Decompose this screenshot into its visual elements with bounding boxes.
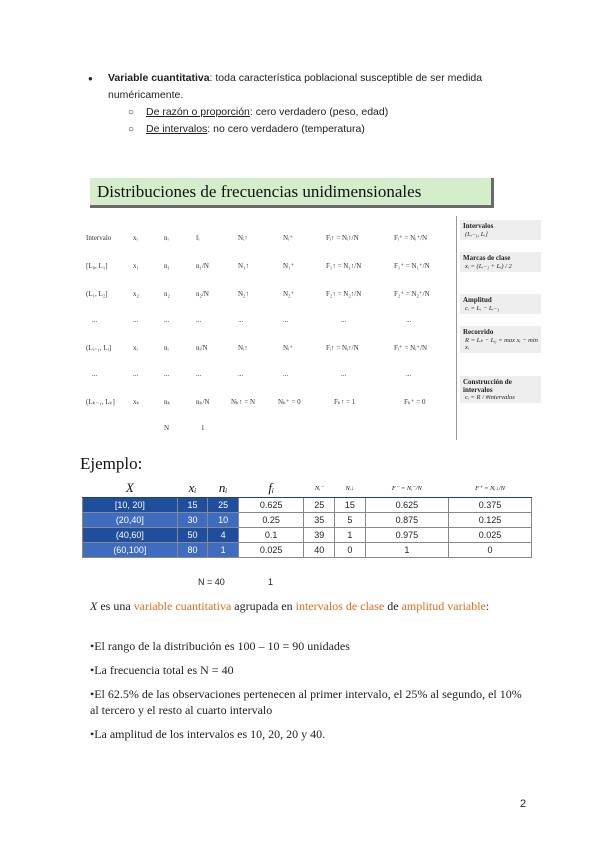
table-cell: 0.25 [238, 512, 303, 527]
dist-cell: F₂⁺ = N₂⁺/N [394, 290, 430, 298]
table-cell: 0 [449, 542, 532, 557]
definition-text: : toda característica poblacional susceptible de ser medida numéricamente. [108, 72, 483, 101]
fact-rango: •El rango de la distribución es 100 – 10 = 90 unidades [90, 639, 350, 653]
dist-cell: N₁⁺ [283, 262, 295, 270]
dist-cell: N [164, 424, 170, 432]
sidebar-formula: cᵢ = R / #intervalos [465, 394, 515, 401]
dist-cell: xₖ [133, 398, 140, 406]
intro-text: : [485, 599, 490, 613]
table-cell: [10, 20] [83, 497, 178, 512]
sidebar-formula: R = Lₖ − L₀ = max xᵢ − min xᵢ [465, 337, 538, 351]
table-cell: 0.025 [238, 542, 303, 557]
dist-cell: ... [164, 316, 170, 324]
table-row [83, 542, 532, 557]
dist-cell: n₂/N [196, 290, 209, 298]
table-cell: 0.975 [365, 527, 448, 542]
table-row [83, 497, 532, 512]
sidebar-box [460, 294, 541, 314]
definition-bullets [88, 70, 528, 138]
table-row [83, 512, 532, 527]
example-label: Ejemplo: [80, 454, 143, 473]
dist-cell: ... [196, 316, 202, 324]
col-header-f-plus: F⁺ = Nᵢ↓/N [449, 480, 532, 497]
table-cell: 35 [304, 512, 335, 527]
bullet-variable-cuantitativa [88, 70, 528, 104]
sub-bullet-intervalos [88, 121, 528, 138]
table-row [83, 527, 532, 542]
razon-text: : cero verdadero (peso, edad) [249, 106, 389, 118]
intro-text: de [384, 599, 402, 613]
sidebar-box [460, 326, 541, 353]
distribution-sidebar [456, 216, 542, 440]
dist-cell: ... [283, 370, 289, 378]
table-cell: 15 [177, 497, 208, 512]
highlight-intervalos-clase: intervalos de clase [295, 599, 385, 613]
sidebar-box [460, 252, 541, 272]
dist-cell: N₂⁺ [283, 290, 295, 298]
table-cell: 30 [177, 512, 208, 527]
dist-header-cell: Nᵢ⁺ [283, 234, 293, 242]
distribution-row [86, 370, 446, 384]
dist-cell: nₖ/N [196, 398, 210, 406]
dist-cell: Fₖ⁺ = 0 [404, 398, 426, 406]
dist-cell: ... [341, 370, 347, 378]
dist-header-cell: fᵢ [196, 234, 200, 242]
table-cell: 0.125 [449, 512, 532, 527]
dist-header-cell: nᵢ [164, 234, 169, 242]
dist-header-cell: Intervalo [86, 234, 112, 242]
dist-cell: Nᵢ⁺ [283, 344, 293, 352]
sidebar-heading: Marcas de clase [463, 254, 511, 262]
dist-cell: nᵢ/N [196, 344, 208, 352]
dist-cell: N₁↑ [238, 262, 249, 270]
table-cell: 1 [335, 527, 366, 542]
table-cell: 50 [177, 527, 208, 542]
term-razon: De razón o proporción [146, 106, 250, 118]
dist-header-cell: Fᵢ↑ = Nᵢ↑/N [326, 234, 359, 242]
distribution-row [86, 262, 446, 276]
dist-cell: Nₖ↑ = N [231, 398, 256, 406]
sidebar-heading: Amplitud [463, 296, 492, 304]
intro-text: es una [97, 599, 134, 613]
dist-cell: Nᵢ↑ [238, 344, 248, 352]
highlight-amplitud-variable: amplitud variable [401, 599, 486, 613]
distribution-header-row [86, 234, 446, 248]
dist-cell: F₁⁺ = N₁⁺/N [394, 262, 430, 270]
dist-header-cell: Nᵢ↑ [238, 234, 248, 242]
dist-header-cell: xᵢ [133, 234, 138, 242]
intervalos-text: : no cero verdadero (temperatura) [207, 123, 365, 135]
col-header-ni-down: Nᵢ↓ [335, 480, 366, 497]
dist-cell: ... [92, 370, 98, 378]
dist-cell: [L₀, L₁] [86, 262, 108, 270]
dist-cell: n₁ [164, 262, 170, 270]
example-header-row [83, 480, 532, 497]
table-cell: 1 [208, 542, 239, 557]
distribution-title: Distribuciones de frecuencias unidimensionales [90, 178, 494, 208]
sidebar-heading: Intervalos [463, 222, 494, 230]
table-cell: 25 [208, 497, 239, 512]
sidebar-heading: Recorrido [463, 328, 494, 336]
table-cell: 0.875 [365, 512, 448, 527]
distribution-row [86, 344, 446, 358]
total-f: 1 [268, 577, 274, 587]
intro-text: agrupada en [231, 599, 296, 613]
dist-cell: nₖ [164, 398, 171, 406]
col-header-x: X [83, 480, 178, 497]
distribution-footer-row [86, 424, 446, 438]
dist-cell: ... [283, 316, 289, 324]
sub-bullet-razon [88, 104, 528, 121]
table-cell: (40,60] [83, 527, 178, 542]
col-header-ni: nᵢ [208, 480, 239, 497]
fact-amplitud: •La amplitud de los intervalos es 10, 20, 20 y 40. [90, 727, 326, 741]
dist-cell: ... [406, 370, 412, 378]
dist-cell: ... [238, 316, 244, 324]
dist-cell: N₂↑ [238, 290, 249, 298]
fact-frecuencia: •La frecuencia total es N = 40 [90, 663, 234, 677]
dist-cell: Fᵢ⁺ = Nᵢ⁺/N [394, 344, 428, 352]
dist-cell: (Lᵢ₋₁, Lᵢ] [86, 344, 112, 352]
table-cell: 0.625 [238, 497, 303, 512]
table-cell: 5 [335, 512, 366, 527]
table-cell: 39 [304, 527, 335, 542]
dist-cell: 1 [201, 424, 205, 432]
table-cell: 0.375 [449, 497, 532, 512]
table-cell: 0.025 [449, 527, 532, 542]
table-cell: 10 [208, 512, 239, 527]
sidebar-box [460, 376, 541, 403]
var-x: X [90, 599, 98, 613]
dist-cell: Fₖ↑ = 1 [334, 398, 356, 406]
table-cell: 40 [304, 542, 335, 557]
dist-cell: ... [164, 370, 170, 378]
dist-cell: n₂ [164, 290, 170, 298]
dist-cell: ... [341, 316, 347, 324]
example-table [82, 480, 532, 558]
col-header-ni-minus: Nᵢ⁻ [304, 480, 335, 497]
col-header-f-minus: F⁻ = Nᵢ⁻/N [365, 480, 448, 497]
fact-porcentajes: •El 62.5% de las observaciones pertenecen al primer intervalo, el 25% al segundo, el 10% al tercero y el resto al cuarto intervalo [90, 687, 522, 717]
sidebar-formula: (Lᵢ₋₁, Lᵢ] [465, 231, 488, 238]
term-variable-cuantitativa: Variable cuantitativa [108, 72, 210, 84]
sidebar-formula: xᵢ = (Lᵢ₋₁ + Lᵢ) / 2 [465, 263, 512, 270]
table-cell: (60,100] [83, 542, 178, 557]
total-n: N = 40 [198, 577, 225, 587]
dist-header-cell: Fᵢ⁺ = Nᵢ⁺/N [394, 234, 428, 242]
col-header-fi: fᵢ [238, 480, 303, 497]
table-cell: 0 [335, 542, 366, 557]
dist-cell: n₁/N [196, 262, 209, 270]
dist-cell: F₁↑ = N₁↑/N [326, 262, 362, 270]
col-header-xi: xᵢ [177, 480, 208, 497]
table-cell: 15 [335, 497, 366, 512]
dist-cell: ... [133, 316, 139, 324]
distribution-row [86, 398, 446, 412]
dist-cell: (Lₖ₋₁, Lₖ] [86, 398, 115, 406]
distribution-row [86, 316, 446, 330]
dist-cell: ... [406, 316, 412, 324]
sidebar-heading: Construcción de intervalos [463, 378, 512, 394]
table-cell: 0.1 [238, 527, 303, 542]
dist-cell: x₁ [133, 262, 139, 270]
dist-cell: (L₁, L₂] [86, 290, 108, 298]
page-number: 2 [520, 798, 527, 810]
dist-cell: x₂ [133, 290, 139, 298]
dist-cell: nᵢ [164, 344, 169, 352]
dist-cell: ... [133, 370, 139, 378]
dist-cell: ... [92, 316, 98, 324]
dist-cell: ... [238, 370, 244, 378]
table-cell: (20,40] [83, 512, 178, 527]
dist-cell: xᵢ [133, 344, 138, 352]
dist-cell: Nₖ⁺ = 0 [278, 398, 301, 406]
table-cell: 25 [304, 497, 335, 512]
table-cell: 1 [365, 542, 448, 557]
distribution-row [86, 290, 446, 304]
dist-cell: ... [196, 370, 202, 378]
highlight-variable-cuantitativa: variable cuantitativa [133, 599, 232, 613]
sidebar-formula: cᵢ = Lᵢ − Lᵢ₋₁ [465, 305, 500, 312]
dist-cell: F₂↑ = N₂↑/N [326, 290, 362, 298]
sidebar-box [460, 220, 541, 240]
distribution-figure [86, 178, 542, 440]
example-intro [90, 598, 522, 614]
table-cell: 4 [208, 527, 239, 542]
term-intervalos: De intervalos [146, 123, 208, 135]
dist-cell: Fᵢ↑ = Nᵢ↑/N [326, 344, 359, 352]
table-cell: 0.625 [365, 497, 448, 512]
table-cell: 80 [177, 542, 208, 557]
